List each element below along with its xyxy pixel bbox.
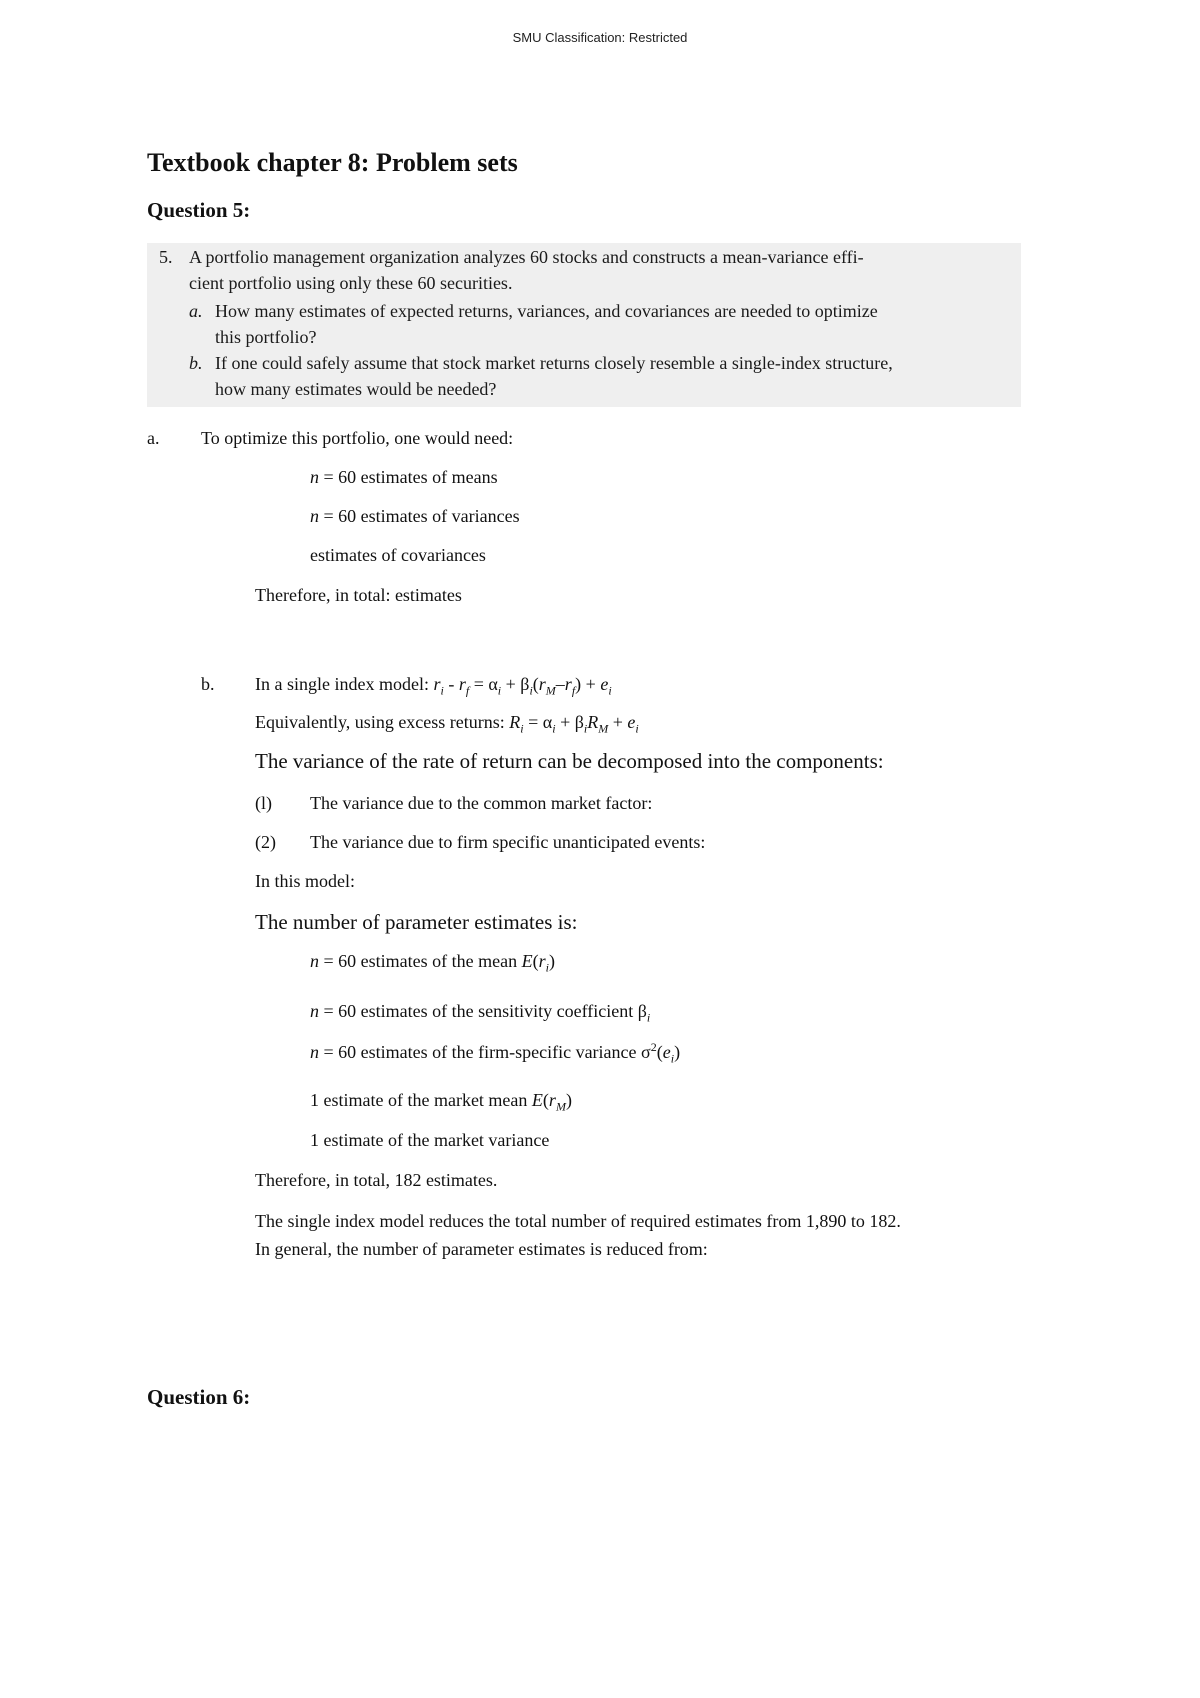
estimate-means-line: n = 60 estimates of the mean $E(r_i)$	[310, 951, 555, 975]
part-b-label: b.	[201, 674, 215, 694]
q-a-line-2: this portfolio?	[215, 327, 317, 347]
covariances-line: estimates of covariances	[310, 545, 486, 565]
variance-decomposition-text: The variance of the rate of return can be decomposed into the components:	[255, 749, 884, 773]
in-this-model: In this model:	[255, 871, 355, 891]
page-title: Textbook chapter 8: Problem sets	[147, 148, 518, 177]
part-a-intro: To optimize this portfolio, one would need:	[201, 428, 514, 448]
estimate-firm-variance-line: n = 60 estimates of the firm-specific variance $\sigma^2(e_i)$	[310, 1040, 681, 1066]
q-b-label: b.	[189, 353, 203, 373]
excess-returns-line: Equivalently, using excess returns: $R_i = \alpha_i + \beta_iR_M + e_i$	[255, 712, 639, 736]
item-2-number: (2)	[255, 832, 276, 852]
q-b-line-2: how many estimates would be needed?	[215, 379, 497, 399]
num-parameter-estimates: The number of parameter estimates is:	[255, 910, 578, 934]
n-symbol: n	[310, 506, 319, 526]
q-a-label: a.	[189, 301, 203, 321]
n-symbol: n	[310, 467, 319, 487]
variances-line: n = 60 estimates of variances	[310, 506, 520, 526]
q-number: 5.	[159, 247, 173, 267]
question-5-image-box	[147, 243, 1021, 407]
q-b-line-1: If one could safely assume that stock market returns closely resemble a single-index structure,	[215, 353, 893, 373]
q-a-line-1: How many estimates of expected returns, variances, and covariances are needed to optimize	[215, 301, 878, 321]
item-1-number: (l)	[255, 793, 272, 813]
part-a-label: a.	[147, 428, 160, 448]
part-a-total: Therefore, in total: estimates	[255, 585, 462, 605]
part-b-total: Therefore, in total, 182 estimates.	[255, 1170, 498, 1190]
question-5-heading: Question 5:	[147, 198, 251, 222]
market-variance-line: 1 estimate of the market variance	[310, 1130, 550, 1150]
means-line: n = 60 estimates of means	[310, 467, 498, 487]
item-2-text: The variance due to firm specific unanticipated events:	[310, 832, 706, 852]
item-1-text: The variance due to the common market factor:	[310, 793, 653, 813]
reduction-statement: The single index model reduces the total number of required estimates from 1,890 to 182.	[255, 1211, 901, 1231]
classification-header: SMU Classification: Restricted	[512, 30, 688, 45]
single-index-model-line: In a single index model: $r_i - r_f = \alpha_i + \beta_i(r_M-r_f) + e_i$	[255, 674, 612, 698]
q-line-1: A portfolio management organization analyzes 60 stocks and constructs a mean-variance effi-	[189, 247, 864, 267]
q-line-2: cient portfolio using only these 60 securities.	[189, 273, 513, 293]
general-reduction-statement: In general, the number of parameter estimates is reduced from:	[255, 1239, 708, 1259]
question-6-heading: Question 6:	[147, 1385, 251, 1409]
market-mean-line: 1 estimate of the market mean $E(r_M)$	[310, 1090, 572, 1114]
estimate-beta-line: n = 60 estimates of the sensitivity coefficient $\beta_i$	[310, 1001, 651, 1025]
